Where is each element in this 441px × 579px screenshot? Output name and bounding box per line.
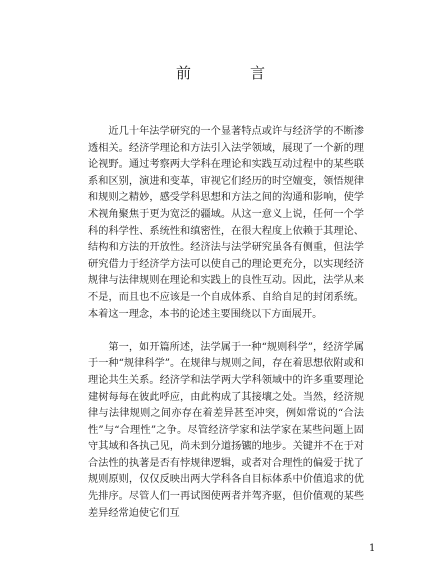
page-title: 前 言 — [175, 64, 287, 82]
page-number: 1 — [369, 543, 376, 554]
paragraph-2: 第一，如开篇所述，法学属于一种“规则科学”，经济学属于一种“规律科学”。在规律与规则之间，存在着思想依附或和理论共生关系。经济学和法学两大学科领域中的许多重要理论建树每每在彼此呼应，由此构成了其接壤之处。当然，经济规律与法律规则之间亦存在着差异甚至冲突，例如常说的“合法性”与“合理性”之争。尽管经济学家和法学家在某些问题上固守其域和各执己见，尚未到分道扬镳的地步。关键并不在于对合法性的执著是否有悖规律逻辑，或者对合理性的偏爱于扰了规则原则，仅仅反映出两大学科各自目标体系中价值追求的优先排序。尽管人们一再试图使两者并驾齐驱，但价值观的某些差异经常迫使它们互 — [88, 341, 364, 519]
paragraph-1: 近几十年法学研究的一个显著特点或许与经济学的不断渗透相关。经济学理论和方法引入法学领域，展现了一个新的理论视野。通过考察两大学科在理论和实践互动过程中的某些联系和区别，演进和变革，审视它们经历的时空嬗变，领悟规律和规则之精妙，感受学科思想和方法之间的沟通和影响，使学术视角聚焦于更为宽泛的疆域。从这一意义上说，任何一个学科的科学性、系统性和缜密性，在很大程度上依赖于其理论、结构和方法的开放性。经济法与法学研究虽各有侧重，但法学研究借力于经济学方法可以使自己的理论更充分，以实现经济规律与法律规则在理论和实践上的良性互动。因此，法学从来不是，而且也不应该是一个自成体系、自给自足的封闭系统。本着这一理念，本书的论述主要围绕以下方面展开。 — [88, 126, 364, 320]
body-text — [88, 124, 364, 522]
